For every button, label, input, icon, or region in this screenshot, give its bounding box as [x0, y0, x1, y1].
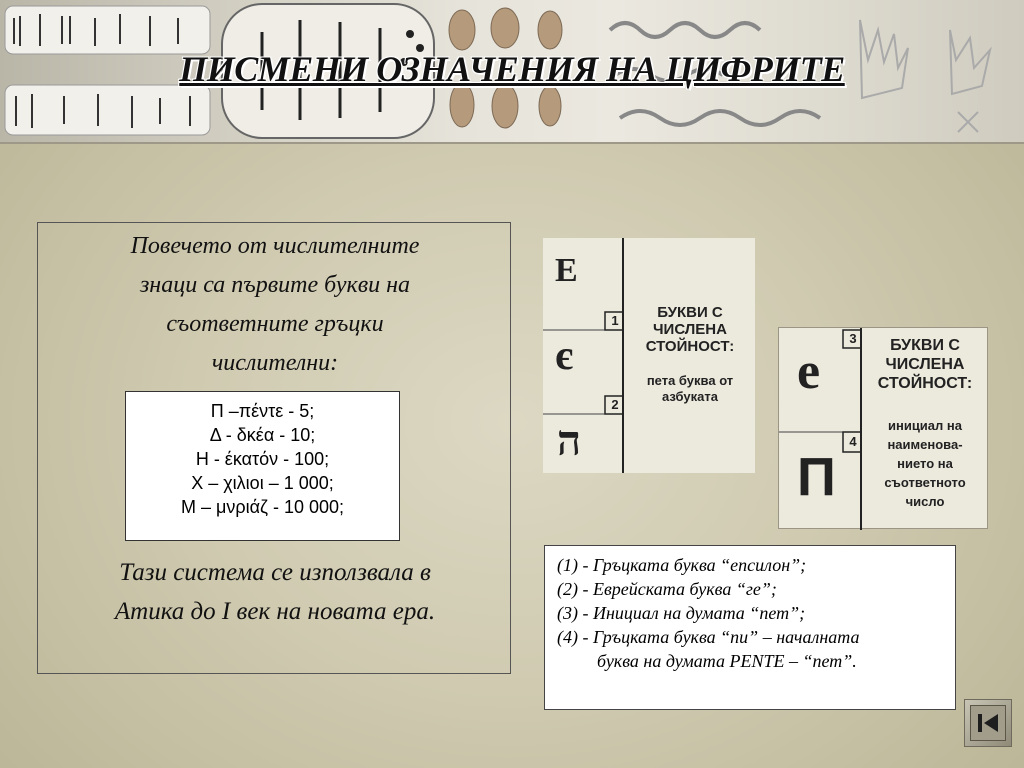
footnote: (2) - Еврейската буква “ге”; — [557, 579, 777, 599]
scan-2-sub-line: наименова- — [887, 437, 963, 452]
scan-2-sub-line: инициал на — [887, 418, 962, 433]
intro-line: знаци са първите букви на — [139, 272, 411, 298]
scan-2-mark: 3 — [849, 331, 857, 346]
greek-numeral-row: Μ – μνριάζ - 10 000; — [180, 497, 344, 517]
scan-1-mark: 2 — [611, 397, 619, 412]
scan-2-caption-line: БУКВИ С — [890, 337, 960, 354]
header-banner — [0, 0, 1024, 144]
scan-2-letter-pi: П — [797, 447, 836, 507]
letters-scan-2 — [778, 327, 988, 529]
intro-line: Повечето от числителните — [130, 233, 420, 259]
scan-1-letter-epsilon: Е — [555, 252, 578, 289]
scan-2-subcaption — [865, 416, 985, 511]
first-page-icon — [971, 706, 1005, 740]
scan-2-caption — [865, 336, 985, 393]
scan-1-sub-line: пета буква от — [646, 373, 734, 388]
scan-2-caption-line: СТОЙНОСТ: — [877, 375, 973, 392]
scan-2-mark: 4 — [849, 434, 857, 449]
first-slide-button-face[interactable] — [970, 705, 1006, 741]
scan-1-letter-he: ה — [557, 416, 582, 465]
scan-1-caption — [629, 304, 751, 355]
intro-line: числителни: — [211, 350, 339, 376]
scan-2-sub-line: нието на — [897, 456, 953, 471]
scan-1-caption-line: БУКВИ С — [657, 304, 723, 321]
explanation-box — [37, 222, 511, 674]
greek-numeral-row: Χ – χιλιοι – 1 000; — [191, 473, 334, 493]
scan-1-caption-line: СТОЙНОСТ: — [645, 338, 735, 355]
scan-1-mark: 1 — [611, 313, 619, 328]
scan-1-subcaption — [629, 373, 751, 405]
first-slide-button[interactable] — [964, 699, 1012, 747]
scan-1-caption-line: ЧИСЛЕНА — [653, 321, 727, 338]
footnote: (4) - Гръцката буква “пи” – началната — [557, 627, 860, 647]
page-title: ПИСМЕНИ ОЗНАЧЕНИЯ НА ЦИФРИТЕ — [179, 49, 845, 89]
greek-numerals-box — [125, 391, 400, 541]
usage-line: Тази система се използвала в — [119, 559, 431, 586]
greek-numeral-row: Δ - δκέα - 10; — [209, 425, 316, 445]
footnote: (1) - Гръцката буква “епсилон”; — [557, 555, 807, 575]
greek-numeral-row: Π –πέντε - 5; — [210, 401, 315, 421]
scan-2-caption-line: ЧИСЛЕНА — [885, 356, 965, 373]
greek-numeral-row: Η - έκατόν - 100; — [195, 449, 330, 469]
footnotes-box — [544, 545, 956, 710]
intro-line: съответните гръцки — [166, 311, 384, 337]
usage-text — [38, 553, 512, 631]
scan-2-sub-line: съответното — [884, 475, 966, 490]
scan-1-sub-line: азбуката — [662, 389, 718, 404]
scan-1-letter-e: є — [555, 333, 574, 379]
scan-2-letter-e: е — [797, 343, 821, 400]
scan-2-sub-line: число — [905, 494, 945, 509]
usage-line: Атика до I век на новата ера. — [114, 598, 436, 625]
letters-scan-1 — [543, 238, 755, 473]
footnote: (3) - Инициал на думата “пет”; — [557, 603, 806, 623]
intro-text — [38, 227, 512, 383]
footnote: буква на думата PENTE – “пет”. — [597, 651, 857, 671]
